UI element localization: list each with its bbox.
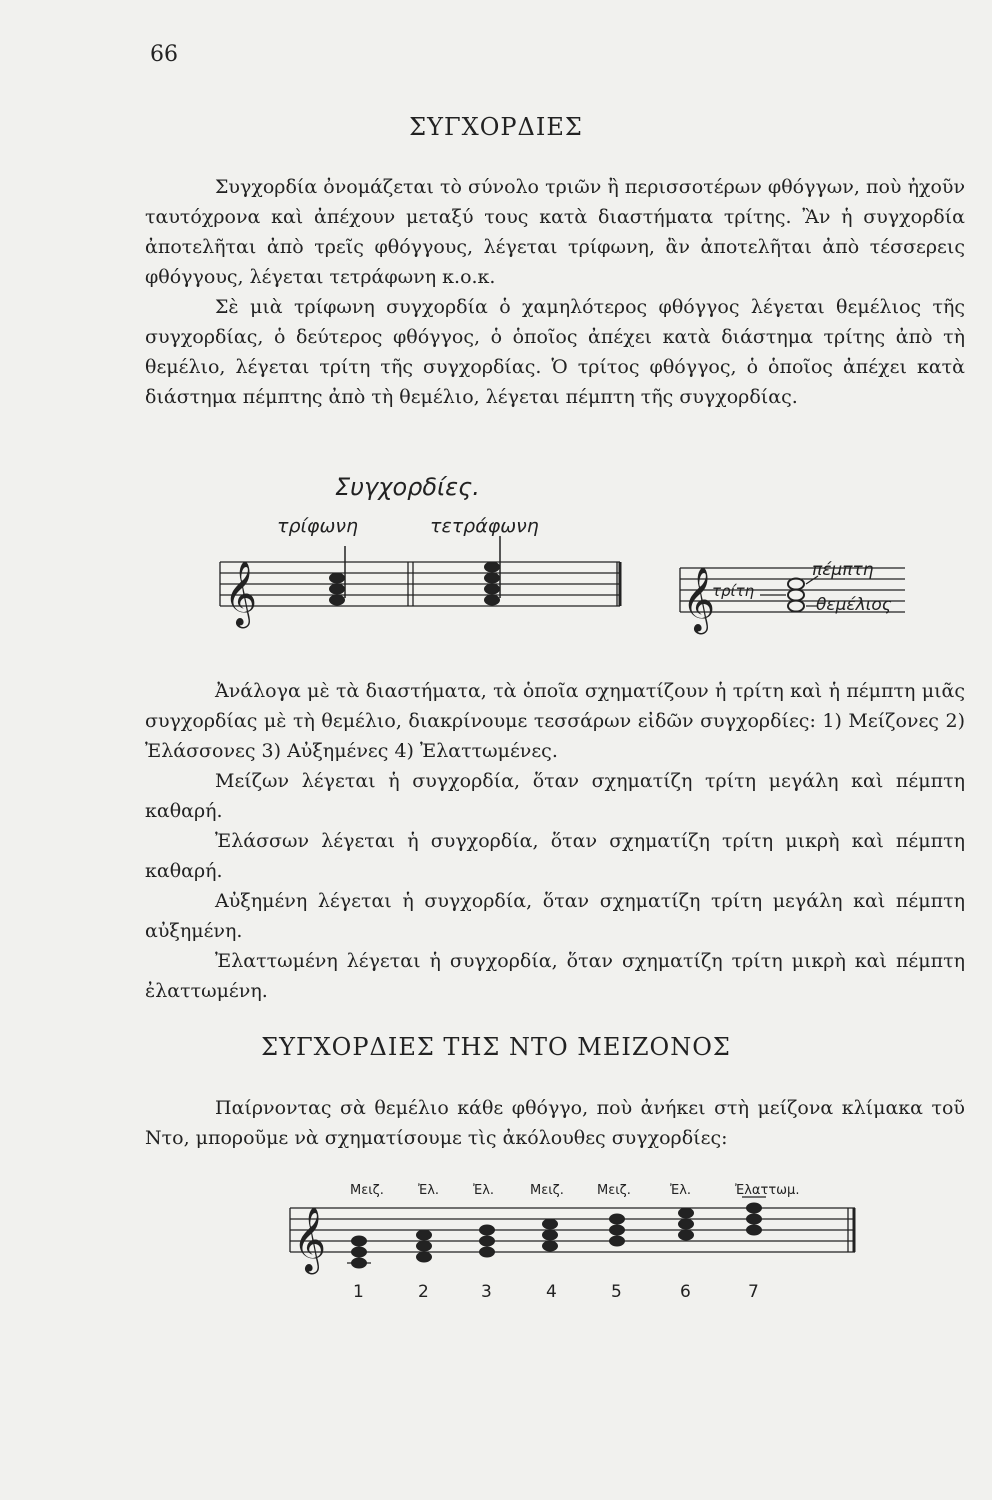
chord-label: Μειζ.: [530, 1183, 564, 1198]
chord-label: Μειζ.: [597, 1183, 631, 1198]
chord-number-row: [0, 1282, 992, 1304]
paragraph-chord-parts: Σὲ μιὰ τρίφωνη συγχορδία ὁ χαμηλότερος φθόγγος λέγεται θεμέλιος τῆς συγχορδίας, ὁ δεύτερος φθόγγος, ὁ ὁποῖος ἀπέχει κατὰ διάστημα τρίτης ἀπὸ τὴ θεμέλιο, λέγεται τρίτη τῆς συγχορδίας. Ὁ τρίτος φθόγγος, ὁ ὁποῖος ἀπέχει κατὰ διάστημα πέμπτης ἀπὸ τὴ θεμέλιο, λέγεται πέμπτη τῆς συγχορδίας.: [145, 296, 965, 408]
label-third: τρίτη: [712, 582, 755, 600]
paragraph-diminished: Ἐλαττωμένη λέγεται ἡ συγχορδία, ὅταν σχηματίζη τρίτη μικρὴ καὶ πέμπτη ἐλαττωμένη.: [145, 950, 965, 1002]
label-root: θεμέλιος: [816, 595, 892, 615]
paragraph-major: Μείζων λέγεται ἡ συγχορδία, ὅταν σχηματίζη τρίτη μεγάλη καὶ πέμπτη καθαρή.: [145, 770, 965, 822]
chord-number: 5: [611, 1282, 622, 1302]
chord-number: 3: [481, 1282, 492, 1302]
chord-number: 1: [353, 1282, 364, 1302]
paragraph-chord-definition: Συγχορδία ὀνομάζεται τὸ σύνολο τριῶν ἢ περισσοτέρων φθόγγων, ποὺ ἠχοῦν ταυτόχρονα καὶ ἀπέχουν μεταξύ τους κατὰ διαστήματα τρίτης. Ἂν ἡ συγχορδία ἀποτελῆται ἀπὸ τρεῖς φθόγγους, λέγεται τρίφωνη, ἂν ἀποτελῆται ἀπὸ τέσσερεις φθόγγους, λέγεται τετράφωνη κ.ο.κ.: [145, 176, 965, 288]
chord-label: Ἐλ.: [473, 1183, 495, 1198]
treble-clef-icon: 𝄞: [682, 567, 716, 632]
paragraph-c-major-chords: Παίρνοντας σὰ θεμέλιο κάθε φθόγγο, ποὺ ἀνήκει στὴ μείζονα κλίμακα τοῦ Ντο, μποροῦμε νὰ σχηματίσουμε τὶς ἀκόλουθες συγχορδίες:: [145, 1097, 965, 1149]
chord-label: Ἐλ.: [670, 1183, 692, 1198]
chord-number: 2: [418, 1282, 429, 1302]
chord-label: Μειζ.: [350, 1183, 384, 1198]
figure-title: Συγχορδίες.: [335, 473, 480, 501]
label-triad: τρίφωνη: [277, 515, 359, 537]
section-heading-c-major: ΣΥΓΧΟΡΔΙΕΣ ΤΗΣ ΝΤΟ ΜΕΙΖΟΝΟΣ: [261, 1033, 731, 1061]
chord-number: 6: [680, 1282, 691, 1302]
label-tetrad: τετράφωνη: [430, 515, 539, 537]
section-heading: ΣΥΓΧΟΡΔΙΕΣ: [409, 113, 583, 141]
paragraph-minor: Ἐλάσσων λέγεται ἡ συγχορδία, ὅταν σχηματίζη τρίτη μικρὴ καὶ πέμπτη καθαρή.: [145, 830, 965, 882]
chord-label: Ἐλαττωμ.: [735, 1183, 800, 1198]
chord-label: Ἐλ.: [418, 1183, 440, 1198]
page-number: 66: [150, 42, 178, 67]
chord-number: 7: [748, 1282, 759, 1302]
paragraph-chord-types: Ἀνάλογα μὲ τὰ διαστήματα, τὰ ὁποῖα σχηματίζουν ἡ τρίτη καὶ ἡ πέμπτη μιᾶς συγχορδίας μὲ τὴ θεμέλιο, διακρίνουμε τεσσάρων εἰδῶν συγχορδίες: 1) Μείζονες 2) Ἐλάσσονες 3) Αὐξημένες 4) Ἐλαττωμένες.: [145, 680, 965, 762]
treble-clef-icon: 𝄞: [293, 1207, 327, 1272]
label-fifth: πέμπτη: [812, 560, 874, 580]
treble-clef-icon: 𝄞: [224, 561, 258, 626]
paragraph-augmented: Αὐξημένη λέγεται ἡ συγχορδία, ὅταν σχηματίζη τρίτη μεγάλη καὶ πέμπτη αὐξημένη.: [145, 890, 965, 942]
chord-number: 4: [546, 1282, 557, 1302]
